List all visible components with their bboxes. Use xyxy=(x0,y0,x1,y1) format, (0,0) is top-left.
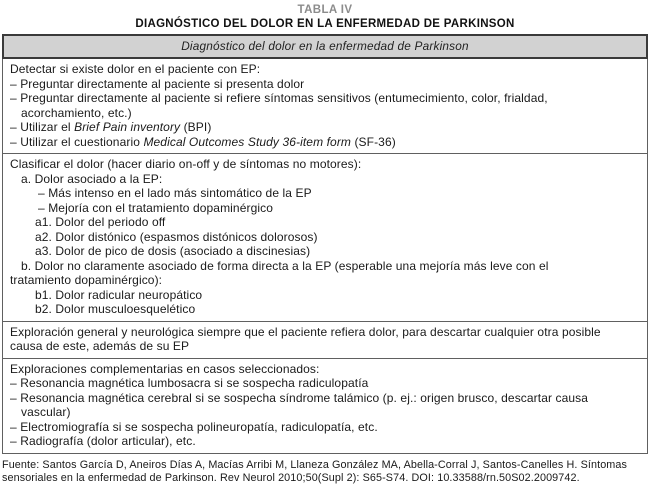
table-line: b1. Dolor radicular neuropático xyxy=(35,287,203,302)
table-line: acorchamiento, etc.) xyxy=(21,105,132,120)
table-line: Detectar si existe dolor en el paciente con EP: xyxy=(10,62,261,76)
table-line: Exploraciones complementarias en casos seleccionados: xyxy=(10,361,320,376)
table-row-exploracion-general xyxy=(3,321,647,358)
table-line: – Utilizar el cuestionario Medical Outcomes Study 36-item form (SF-36) xyxy=(10,134,396,149)
table-line: – Resonancia magnética cerebral si se sospecha síndrome talámico (p. ej.: origen brusco, descartar causa xyxy=(10,390,589,405)
table-line: – Más intenso en el lado más sintomático de la EP xyxy=(38,186,312,200)
table-line: – Electromiografía si se sospecha polineuropatía, radiculopatía, etc. xyxy=(10,419,378,434)
source-line: Fuente: Santos García D, Aneiros Días A, Macías Arribi M, Llaneza González MA, Abella-Corral J, Santos-Canelles H. Síntomas xyxy=(2,458,627,471)
table-line: – Radiografía (dolor articular), etc. xyxy=(10,434,196,448)
table-line: Exploración general y neurológica siempre que el paciente refiera dolor, para descartar cualquier otra posible xyxy=(10,324,601,339)
table-row-clasificar-dolor xyxy=(3,153,647,321)
table-line: causa de este, además de su EP xyxy=(10,339,190,353)
table-line: a3. Dolor de pico de dosis (asociado a discinesias) xyxy=(35,244,311,258)
table-line: b. Dolor no claramente asociado de forma directa a la EP (esperable una mejoría más leve con el xyxy=(21,258,549,273)
title-block xyxy=(0,0,650,31)
table-line: a2. Dolor distónico (espasmos distónicos dolorosos) xyxy=(35,229,318,244)
table-line: a. Dolor asociado a la EP: xyxy=(21,171,163,186)
table-line: – Resonancia magnética lumbosacra si se sospecha radiculopatía xyxy=(10,376,369,390)
table-line: Clasificar el dolor (hacer diario on-off y de síntomas no motores): xyxy=(10,157,362,171)
table-row-detectar-dolor xyxy=(3,59,647,153)
table-line: vascular) xyxy=(21,405,71,419)
table-line: tratamiento dopaminérgico): xyxy=(10,273,163,287)
table-body xyxy=(2,59,648,454)
table-line: a1. Dolor del periodo off xyxy=(35,215,166,229)
table-row-exploraciones-complementarias xyxy=(3,358,647,453)
table-title: DIAGNÓSTICO DEL DOLOR EN LA ENFERMEDAD DE PARKINSON xyxy=(135,18,515,30)
diagnostic-table xyxy=(2,34,648,454)
source-note xyxy=(2,459,648,486)
table-line: b2. Dolor musculoesquelético xyxy=(35,302,196,316)
table-line: – Utilizar el Brief Pain inventory (BPI) xyxy=(10,120,212,134)
source-line: sensoriales en la enfermedad de Parkinson. Rev Neurol 2010;50(Supl 2): S65-S74. DOI: 10.33588/rn.50S02.2009742. xyxy=(2,472,580,484)
table-line: – Preguntar directamente al paciente si refiere síntomas sensitivos (entumecimiento, color, frialdad, xyxy=(10,91,548,105)
table-header: Diagnóstico del dolor en la enfermedad de Parkinson xyxy=(2,34,648,59)
table-line: – Preguntar directamente al paciente si presenta dolor xyxy=(10,76,305,91)
table-line: – Mejoría con el tratamiento dopaminérgico xyxy=(38,200,273,215)
table-label: TABLA IV xyxy=(297,4,353,16)
